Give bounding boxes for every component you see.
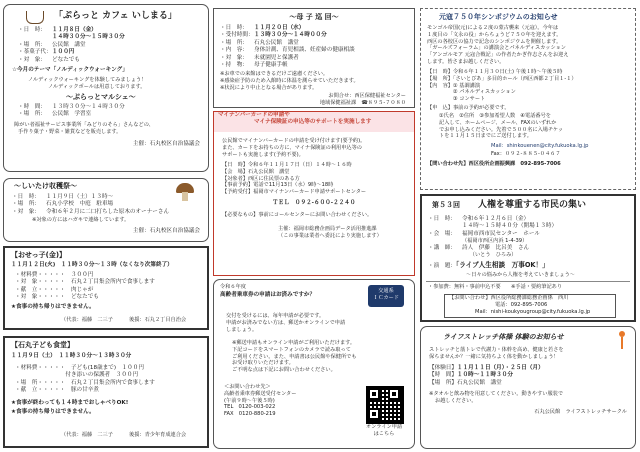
senior-note: ※郵送申請もオンライン申請がご利用いただけます。 — [232, 340, 356, 346]
boshi-row: ・持 物： 母子健康手帳 — [220, 62, 288, 69]
marche-row-time: ・時 間： １３時３０分～１４時３０分 — [18, 104, 125, 110]
symposium-apply-line: トを１１月１５日までにご送付します。 — [439, 133, 532, 140]
senior-hours: (午前９時～午後５時) — [224, 397, 275, 404]
human-rights-row: （福岡市西区内浜 1-4-39） — [462, 238, 528, 245]
stretch-row: 【体験日】１１月１１日（月）・２５日（月） — [429, 365, 544, 371]
symposium-line: 西区の各校区の協力で記念のシンポジウムを開催します。 — [427, 38, 562, 45]
stretch-row: 【場 所】石丸公民館 講堂 — [429, 379, 502, 386]
senior-title1: 令和６年度 — [220, 284, 246, 290]
symposium-row: 【内 容】① 基調講演 — [427, 82, 481, 89]
mynumber-banner-line2: マイナ保険証の申込等のサポートを実施します — [254, 119, 372, 126]
human-rights-title: 人権を尊重する市民の集い — [478, 200, 587, 210]
marche-title: ～ぷらっとマルシェ～ — [66, 93, 136, 101]
stretch-row: 【時 間】１０時～１１時３０分 — [429, 372, 513, 379]
mynumber-host: 主催：福岡市総務企画局データ活用推進課 — [278, 226, 377, 232]
stretch-line: ストレッチと筋トレで代謝力・体幹を高め、健康と若さを — [429, 347, 564, 353]
cafe-cup-icon — [26, 11, 44, 24]
symposium-fax: Fax：０９２-８８５-０４６７ — [491, 151, 561, 157]
qr-label: オンライン申請 — [365, 424, 403, 430]
qr-finder — [368, 408, 380, 420]
senior-title2: 高齢者乗車券の申請はお済みですか？ — [220, 292, 316, 298]
human-rights-theme-sub: ～日々の悩みから人権を考えていきましょう～ — [466, 272, 575, 278]
boshi-row: ・対 象： 未就園児と保護者 — [220, 54, 299, 61]
boshi-note: ※お車での来館はできるだけご遠慮ください。 — [220, 71, 329, 77]
boshi-note: ※感染症予防のため入館時に体温を測らせていただきます。 — [220, 78, 359, 84]
symposium-line: １度目の「文永の役」からちょうど７５０年を迎えます。 — [427, 31, 562, 38]
kodomo-row: ・献 立・・・・・ 豚の甘辛煮 — [15, 387, 99, 394]
boshi-row: ・受付時間：１３時３０分～１４時００分 — [220, 32, 327, 39]
human-rights-fee: ・参加費：無料・事前申込不要 ※手話・要約筆記あり — [428, 284, 563, 290]
mynumber-line: また、カードをお持ちの方に、マイナ保険証の利用申込等の — [222, 144, 362, 151]
osekki-footer-left: （代表：福藤 二三子 — [61, 317, 113, 323]
mynumber-host: （この事業は業者へ委託により実施します） — [278, 233, 382, 239]
mynumber-section — [213, 111, 415, 276]
mynumber-row: 【事前予約】電話で11月13日（水）9時～18時 — [222, 182, 334, 189]
symposium-line: 「ガールズフォーラム」の講演会とパネルディスカッション — [427, 45, 566, 52]
cafe-row-place: ・場 所： 公民館 講堂 — [18, 41, 86, 48]
human-rights-no: 第５３回 — [432, 201, 460, 209]
shiitake-row: ・対 象： 令和６年２月に二口打ちした原木のオーナーさん — [12, 208, 170, 215]
human-rights-tel: 電話：092-895-7006 — [495, 301, 548, 308]
kodomo-footer-left: （代表：福藤 二三子 — [61, 432, 113, 438]
mynumber-row: 【対象者】西区に住民票のある方 — [222, 175, 300, 182]
kodomo-date: １１月９日（土） １１時３０分～１３時３０分 — [11, 353, 132, 359]
human-rights-row: （いとう ひろみ） — [462, 252, 517, 259]
shiitake-host: 主催：石丸校区自治協議会 — [132, 228, 200, 234]
cafe-row-target: ・対 象： どなたでも — [18, 56, 80, 63]
human-rights-theme: ・演 題：「ライブ人生相談 万事OK！」 — [428, 261, 549, 269]
stretch-note: ※タオルと飲み物を用意してください。動きやすい服装で — [429, 391, 564, 397]
shiitake-section — [3, 178, 209, 242]
cafe-walk-title: ☆今月のテーマ「ノルディックウォーキング」 — [12, 67, 128, 73]
boshi-row: ・内 容： 身体計測、育児相談、妊産婦の健康相談 — [220, 47, 355, 54]
senior-line: しましょう。 — [226, 326, 258, 333]
qr-label: はこちら — [373, 431, 395, 437]
divider — [426, 281, 630, 282]
cafe-walk-line: ノルディックウォーキングを体験してみましょう！ — [28, 77, 147, 83]
shiitake-title: ～しいたけ収穫祭～ — [14, 182, 77, 190]
kodomo-title: 【石丸子ども食堂】 — [11, 341, 74, 349]
senior-fax: FAX 0120-880-219 — [224, 411, 276, 418]
mynumber-line: 公民館でマイナンバーカードの申請を受け付けます(要予約)。 — [222, 138, 366, 144]
osekki-note: ★食事の持ち帰りはできません。 — [11, 304, 95, 310]
senior-section — [213, 279, 415, 449]
senior-note: ご不明な点は下記にお問い合わせください。 — [232, 367, 336, 374]
symposium-line: モンゴル帝国(元)による２度の蒙古襲来（元寇）。今年は — [427, 25, 559, 31]
osekki-row: ・材料費・・・・・ ３００円 — [15, 272, 94, 278]
cafe-row-fee: ・茶菓子代：１００円 — [18, 49, 75, 56]
symposium-contact: 【問い合わせ先】西区役所企画振興課 092-895-7006 — [427, 161, 561, 167]
symposium-apply-line: でお申し込みください。先着で５００名に入場チケッ — [439, 126, 564, 133]
senior-ask: ＜お問い合わせ先＞ — [224, 384, 271, 390]
osekki-row: ・献 立・・・・・ 肉じゃが — [15, 286, 94, 293]
human-rights-ask: 【お問い合わせ】西区役所総務課総務企画係 西川 — [449, 295, 569, 301]
stretch-line: 保ちませんか？一緒に気持ちよく体を動かしましょう！ — [429, 353, 559, 360]
symposium-row: ③ コンサート — [453, 96, 486, 103]
osekki-title: 【おせっ子(金)】 — [11, 251, 67, 259]
symposium-mail[interactable]: Mail：shinkouenen@city.fukuoka.lg.jp — [491, 143, 589, 149]
symposium-line: 「アンゴルモア 元寇合戦記」の作者たかぎ作志さんをお迎え — [427, 52, 569, 59]
symposium-row: 【場 所】「さいとぴあ」多目的ホール（西区西都２丁目１-１） — [427, 75, 577, 82]
marche-line: 手作り菓子・野菜・雑貨などを販売します。 — [18, 129, 122, 135]
senior-note: ご利用ください。また、申請書は公民館や保健所でも — [232, 353, 357, 360]
kodomo-footer-right: 後援：青少年育成連合会 — [129, 432, 187, 438]
osekki-section — [3, 246, 209, 330]
cafe-row-date: ・日 時： １１月８日（金） — [18, 27, 97, 33]
ic-card-label2: ＩＣカード — [373, 294, 399, 301]
kodomo-note: ★食事の持ち帰りはできません。 — [11, 409, 95, 415]
cafe-host: 主催：石丸校区自治協議会 — [132, 141, 200, 147]
boshi-contact: 地域保健福祉課 ☎８９５-７０８０ — [319, 100, 406, 106]
mynumber-row: 【日 時】令和６年１１月１７日（日）１４時～１６時 — [222, 162, 352, 168]
mynumber-row: 【会 場】石丸公民館 講堂 — [222, 168, 290, 175]
marche-row-place: ・場 所： 公民館 学習室 — [18, 111, 92, 118]
cafe-row-time: １４時３０分～１５時３０分 — [52, 34, 125, 41]
stretch-note: お越しください。 — [435, 398, 477, 404]
symposium-apply-line: 記入して、ホームページ、メール、FAXのいずれか — [439, 119, 557, 126]
senior-tel: TEL 0120-003-022 — [224, 404, 276, 411]
boshi-title: ～母 子 巡 回～ — [289, 13, 339, 21]
boshi-row: ・日 時： １１月２０日（水） — [220, 25, 305, 31]
ic-card-icon — [368, 285, 404, 307]
stretch-title: ライフストレッチ体操 体験のお知らせ — [443, 333, 564, 341]
human-rights-row: ・日 時： 令和６年１２月６日（金） — [428, 216, 530, 222]
symposium-row: 【日 時】令和６年１１月３０日(土) 午後１時～午後５時 — [427, 69, 563, 75]
osekki-date: １１月１２日(火) １１時３０分～１３時（なくなり次第終了） — [11, 262, 173, 268]
symposium-line: します。皆さまお越しください。 — [427, 58, 505, 65]
boshi-section — [213, 8, 415, 108]
marche-line: 障がい者福祉サービス事業所「みどりのそら」さんなどの、 — [14, 122, 154, 128]
senior-center: 高齢者乗車券郵送受付センター — [224, 390, 297, 397]
senior-line: 交付を受けるには、毎年申請が必要です。 — [226, 313, 325, 319]
symposium-section — [420, 8, 636, 190]
mynumber-banner-line1: マイナンバーカードの申請や — [218, 112, 290, 118]
kodomo-note: ★食事が終わっても１４時までおしゃべりOK! — [11, 400, 129, 406]
kodomo-section — [3, 336, 209, 448]
osekki-row: ・対 象・・・・・ 石丸２丁目集会所内で食事します — [15, 279, 155, 286]
kodomo-row: ・材料費・・・・・ 子ども(18歳まで) １００円 — [15, 365, 144, 371]
mynumber-banner — [214, 112, 414, 132]
mynumber-line: サポートも実施します(予約不要)。 — [222, 151, 304, 158]
stretch-host: 石丸公民館 ライフストレッチサークル — [534, 409, 627, 415]
shiitake-note: ※対象の方にはハガキで連絡しています。 — [32, 217, 130, 223]
human-rights-row: ・会 場： 福岡市西市民センター ホール — [428, 230, 540, 237]
senior-note: お受け取りいただけます。 — [232, 360, 294, 367]
stretch-section — [420, 326, 636, 449]
mynumber-tel: ＴＥＬ ０９２-６００-２２４０ — [272, 200, 356, 206]
symposium-apply: 【申 込】事前の予約が必要です。 — [427, 105, 510, 111]
human-rights-row: １４時～１５時４０分（開場１３時） — [462, 223, 558, 230]
mynumber-note: 【必要なもの】事前にコールセンターにお問い合わせください。 — [222, 212, 373, 218]
qr-finder — [368, 388, 380, 400]
symposium-apply-line: ①氏名 ②住所 ③参加希望人数 ④電話番号を — [439, 113, 551, 119]
cafe-walk-line: ノルディックポールは用意しております。 — [48, 84, 146, 90]
shiitake-row: ・日 時： １１月９日（土）１３時～ — [12, 194, 114, 200]
cafe-title: 「ぷらっと カフェ いしまる」 — [54, 11, 177, 21]
senior-note: 下記コードをスマートフォンのカメラで読み取って — [232, 346, 351, 353]
boshi-row: ・場 所： 石丸公民館 講堂 — [220, 39, 299, 46]
ic-card-label1: 交通系 — [378, 288, 394, 294]
kodomo-row: ・場 所・・・・・ 石丸２丁目集会所内で食事します — [15, 379, 155, 386]
mynumber-row: 【予約受付】福岡市マイナンバーカード申請サポートセンター — [222, 189, 367, 196]
boshi-note: ※状況により中止となる場合があります。 — [220, 85, 318, 91]
shiitake-row: ・場 所： 石丸小学校 中庭 駐車場 — [12, 201, 114, 208]
human-rights-mail[interactable]: Mail：nishi-koukyougroup@city.fukuoka.lg.jp — [475, 308, 591, 315]
cafe-section — [3, 4, 209, 172]
symposium-title: 元寇７５０年シンポジウムのお知らせ — [439, 13, 558, 21]
boshi-contact: お問合せ：西区保健福祉センター — [328, 93, 406, 99]
osekki-footer-right: 後援：石丸２丁目自治会 — [129, 317, 187, 323]
qr-finder — [388, 388, 400, 400]
human-rights-section — [420, 194, 636, 322]
osekki-row: ・対 象・・・・・ どなたでも — [15, 294, 99, 301]
senior-line: 申請がお済みでない方は、郵送かオンラインで申請 — [226, 319, 346, 326]
stretch-figure-body — [621, 337, 623, 349]
kodomo-row: 付き添いの保護者 ３００円 — [43, 372, 139, 379]
human-rights-contact — [444, 294, 616, 318]
human-rights-row: ・講 師： 詩人 伊藤 比呂美 さん — [428, 245, 530, 252]
symposium-row: ② パネルディスカッション — [453, 89, 516, 96]
mushroom-stem — [182, 192, 188, 201]
